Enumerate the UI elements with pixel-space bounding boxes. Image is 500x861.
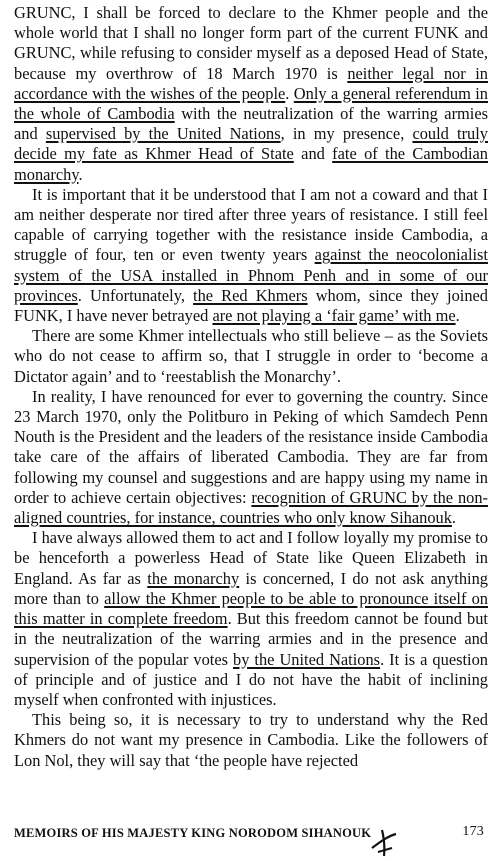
text-run: , in my presence, (280, 124, 413, 144)
text-run: This being so, it is necessary to try to understand why the Red Khmers do not want my presence in Cambodia. Like the followers of Lon Nol, they will say that ‘the people have rejected (14, 710, 488, 770)
underlined-phrase: supervised by the United Nations (45, 124, 281, 144)
text-run: . (285, 83, 294, 103)
underlined-phrase: could truly decide my fate as Khmer Head of State (14, 124, 488, 164)
paragraph (14, 710, 488, 771)
running-title: MEMOIRS OF HIS MAJESTY KING NORODOM SIHANOUK (14, 826, 372, 840)
text-run: In reality, I have renounced for ever to governing the country. Since 23 March 1970, only the Politburo in Peking of which Samdech Penn Nouth is the President and the leaders of the resistance inside Cambodia take care of the affairs of liberated Cambodia. They are far from following my counsel and suggestions and are happy using my name in order to achieve certain objectives: (14, 386, 488, 507)
page-footer (14, 824, 488, 846)
text-run: with the neutralization of the warring armies and (14, 104, 488, 144)
underlined-phrase: Only a general referendum in the whole of Cambodia (14, 83, 488, 124)
paragraph (14, 326, 488, 387)
paragraph (14, 3, 488, 185)
underlined-phrase: neither legal nor in accordance with the wishes of the people (14, 63, 488, 103)
underlined-phrase: against the neocolonialist system of the USA installed in Phnom Penh and in some of our provinces (14, 245, 488, 305)
paragraph (14, 528, 488, 710)
text-run: and (293, 144, 333, 164)
text-run: It is important that it be understood that I am not a coward and that I am neither desperate nor tired after three years of resistance. I still feel capable of carrying together with the resistance inside Cambodia, a struggle of four, ten or even twenty years (14, 184, 488, 265)
text-run: is concerned, I do not ask anything more than to (14, 568, 488, 608)
underlined-phrase: allow the Khmer people to be able to pronounce itself on this matter in complete freedom (14, 588, 488, 629)
text-run: . Unfortunately, (77, 285, 194, 305)
text-run: There are some Khmer intellectuals who still believe – as the Soviets who do not cease to affirm so, that I struggle in order to ‘become a Dictator again’ and to ‘reestablish the Monarchy’. (14, 326, 488, 386)
body-text (14, 3, 488, 771)
paragraph (14, 387, 488, 528)
text-run: I have always allowed them to act and I follow loyally my promise to be henceforth a powerless Head of State like Queen Elizabeth in England. As far as (14, 528, 488, 588)
text-run: . (78, 164, 83, 184)
underlined-phrase: by the United Nations (233, 649, 381, 669)
text-run: . It is a question of principle and of justice and I do not have the habit of inclining myself when confronted with injustices. (14, 649, 488, 709)
paragraph (14, 185, 488, 326)
text-run: . (455, 306, 460, 326)
text-run: . But this freedom cannot be found but in the neutralization of the warring armies and in the presence and supervision of the popular votes (14, 609, 488, 669)
underlined-phrase: the Red Khmers (193, 285, 308, 305)
text-run: whom, since they joined FUNK, I have never betrayed (14, 285, 488, 326)
underlined-phrase: recognition of GRUNC by the non-aligned countries, for instance, countries who only know Sihanouk (14, 487, 488, 528)
page-number: 173 (462, 824, 484, 839)
underlined-phrase: the monarchy (147, 568, 240, 588)
text-run: . (451, 508, 457, 528)
text-run: GRUNC, I shall be forced to declare to the Khmer people and the whole world that I shall no longer form part of the current FUNK and GRUNC, while refusing to consider myself as a deposed Head of State, because my overthrow of 18 March 1970 is (14, 3, 488, 83)
underlined-phrase: are not playing a ‘fair game’ with me (212, 306, 456, 326)
underlined-phrase: fate of the Cambodian monarchy (14, 144, 488, 184)
